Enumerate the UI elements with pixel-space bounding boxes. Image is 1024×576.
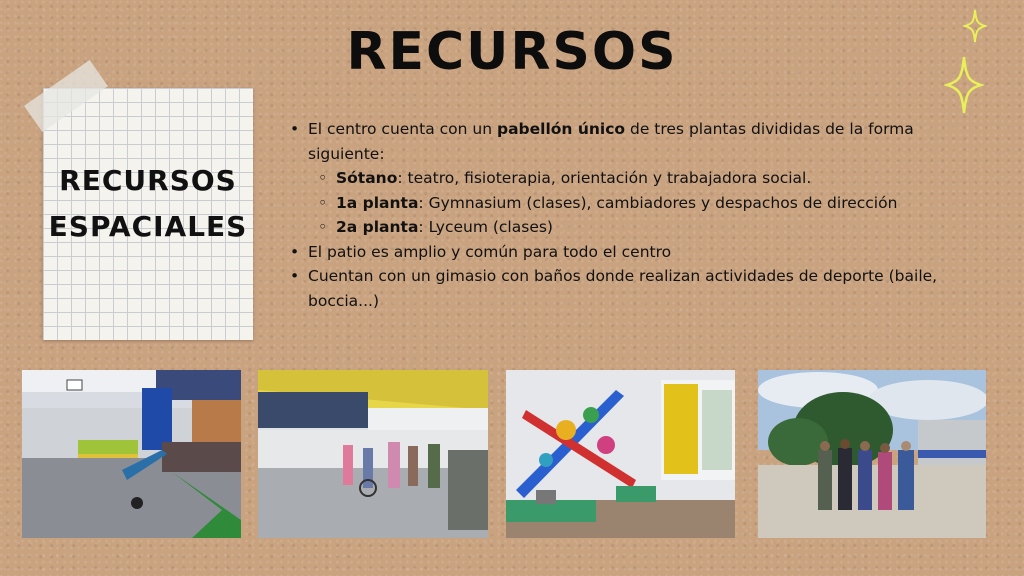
sub-bullet-text: : Gymnasium (clases), cambiadores y despachos de dirección <box>418 193 898 212</box>
sports-hall-photo <box>22 370 241 538</box>
sub-bullet-bold: 2a planta <box>336 218 419 236</box>
gym-group-photo <box>258 370 488 538</box>
bullet-text: de tres plantas divididas de la forma siguiente: <box>308 120 914 163</box>
bullet-text: El centro cuenta con un <box>308 120 497 138</box>
bullet-item: • Cuentan con un gimasio con baños donde realizan actividades de deporte (baile, boccia...) <box>290 264 970 313</box>
sub-bullet-text: : Lyceum (clases) <box>418 218 553 236</box>
note-line-1: RECURSOS <box>59 164 237 197</box>
sub-bullet-text: : teatro, fisioterapia, orientación y trabajadora social. <box>397 169 812 187</box>
bullet-item: • El patio es amplio y común para todo el centro <box>290 240 970 265</box>
note-line-2: ESPACIALES <box>48 210 248 243</box>
note-heading <box>43 158 253 250</box>
classroom-mural-photo <box>506 370 735 538</box>
sub-bullet-item <box>290 191 970 216</box>
page-title: RECURSOS <box>346 22 678 82</box>
sub-bullet-item <box>290 215 970 240</box>
schoolyard-group-photo <box>758 370 986 538</box>
sub-bullet-item <box>290 166 970 191</box>
sparkle-large-icon <box>944 54 984 116</box>
sparkle-small-icon <box>963 8 987 44</box>
bullet-item <box>290 117 970 166</box>
sub-bullet-bold: 1a planta <box>336 193 419 212</box>
sub-bullet-bold: Sótano <box>336 169 398 187</box>
note-card <box>43 88 253 340</box>
bullet-bold: pabellón único <box>496 120 626 138</box>
bullet-list <box>290 117 970 313</box>
